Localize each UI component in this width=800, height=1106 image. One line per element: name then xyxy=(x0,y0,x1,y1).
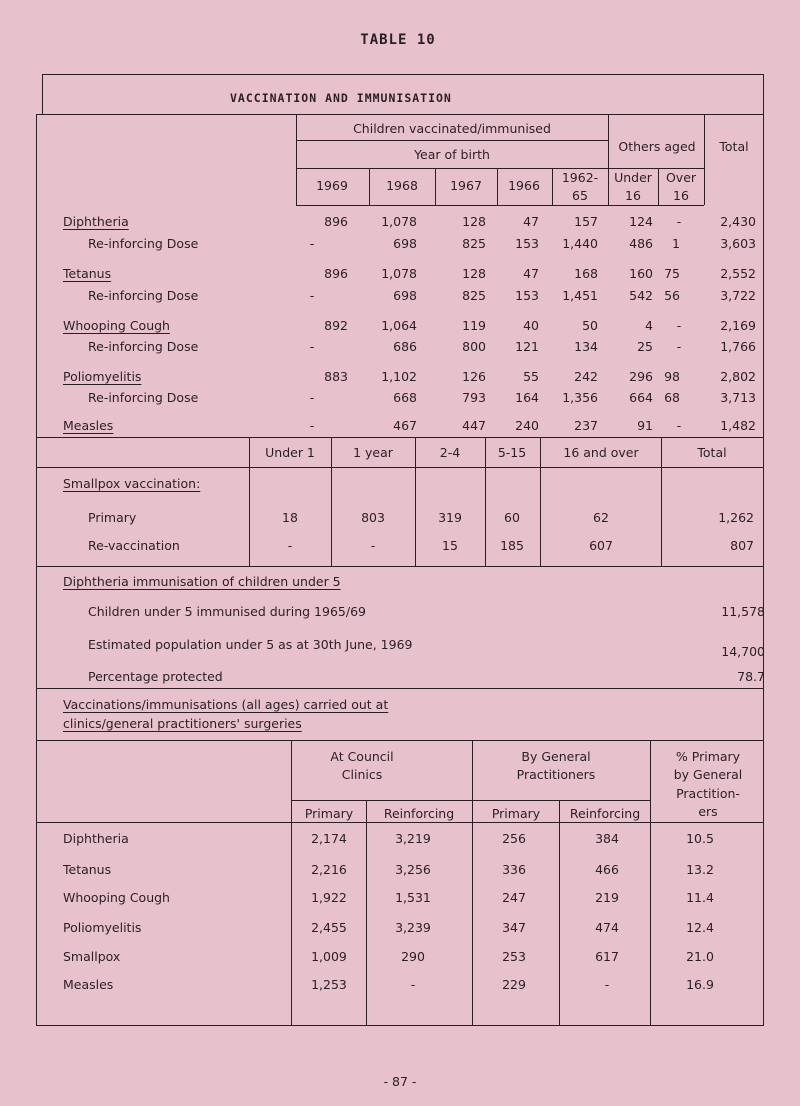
cell-value: 119 xyxy=(462,318,486,333)
cell-value: 698 xyxy=(393,288,417,303)
row-label: Measles xyxy=(63,418,114,433)
grid-line xyxy=(249,437,250,566)
pct-header-line4: ers xyxy=(698,804,718,819)
cell-value: 825 xyxy=(462,288,486,303)
cell-value: 1,922 xyxy=(311,890,347,905)
smallpox-header-5-15: 5-15 xyxy=(497,445,527,460)
grid-line xyxy=(552,168,553,205)
cell-value: 3,603 xyxy=(720,236,756,251)
cell-value: - xyxy=(676,418,682,433)
grid-line xyxy=(369,168,370,205)
row-label: Tetanus xyxy=(63,266,112,281)
cell-value: 164 xyxy=(515,390,539,405)
page-title: TABLE 10 xyxy=(360,32,436,48)
cell-value: 168 xyxy=(574,266,598,281)
row-label: Re-inforcing Dose xyxy=(88,236,199,251)
others-aged-header: Others aged xyxy=(618,139,696,154)
cell-value: 128 xyxy=(462,214,486,229)
cell-value: - xyxy=(309,339,315,354)
cell-value: 126 xyxy=(462,369,486,384)
col-header-1968: 1968 xyxy=(386,178,418,193)
cell-value: 157 xyxy=(574,214,598,229)
grid-line xyxy=(559,800,560,1026)
grid-line xyxy=(36,566,764,567)
row-label: Re-inforcing Dose xyxy=(88,390,199,405)
diphtheria-under5-title: Diphtheria immunisation of children under 5 xyxy=(63,574,341,589)
grid-line xyxy=(296,205,704,206)
cell-value: 319 xyxy=(438,510,462,525)
cell-value: 617 xyxy=(595,949,619,964)
grid-line xyxy=(296,168,608,169)
pct-header-line3: Practition- xyxy=(676,786,740,801)
cell-value: 4 xyxy=(645,318,653,333)
pct-header-line2: by General xyxy=(673,767,743,782)
cell-value: 47 xyxy=(523,214,539,229)
row-label: Children under 5 immunised during 1965/69 xyxy=(88,604,366,619)
grid-line xyxy=(497,168,498,205)
cell-value: 2,174 xyxy=(311,831,347,846)
grid-line xyxy=(36,740,764,741)
row-label: Re-vaccination xyxy=(88,538,180,553)
row-label: Tetanus xyxy=(63,862,112,877)
cell-value: 1,356 xyxy=(562,390,598,405)
cell-value: 883 xyxy=(324,369,348,384)
cell-value: 1,440 xyxy=(562,236,598,251)
cell-value: - xyxy=(676,318,682,333)
grid-line xyxy=(331,437,332,566)
cell-value: 296 xyxy=(629,369,653,384)
cell-value: 474 xyxy=(595,920,619,935)
gp-primary-header: Primary xyxy=(491,806,541,821)
cell-value: - xyxy=(370,538,376,553)
grid-line xyxy=(608,114,609,205)
grid-line xyxy=(540,437,541,566)
cell-value: 16.9 xyxy=(686,977,714,992)
col-header-1967: 1967 xyxy=(450,178,482,193)
cell-value: 91 xyxy=(637,418,653,433)
row-label: Percentage protected xyxy=(88,669,223,684)
cell-value: 134 xyxy=(574,339,598,354)
cell-value: 13.2 xyxy=(686,862,714,877)
cell-value: 896 xyxy=(324,266,348,281)
grid-line xyxy=(704,114,705,205)
cell-value: 256 xyxy=(502,831,526,846)
grid-line xyxy=(36,822,764,823)
cell-value: - xyxy=(287,538,293,553)
cell-value: 698 xyxy=(393,236,417,251)
council-header-line1: At Council xyxy=(330,749,394,764)
cell-value: 384 xyxy=(595,831,619,846)
grid-line xyxy=(296,114,297,205)
cell-value: 160 xyxy=(629,266,653,281)
cell-value: - xyxy=(309,288,315,303)
grid-line xyxy=(608,168,704,169)
cell-value: 18 xyxy=(282,510,298,525)
smallpox-header-total: Total xyxy=(697,445,727,460)
cell-value: 3,713 xyxy=(720,390,756,405)
cell-value: 25 xyxy=(637,339,653,354)
cell-value: 185 xyxy=(500,538,524,553)
cell-value: 11.4 xyxy=(686,890,714,905)
cell-value: 3,722 xyxy=(720,288,756,303)
smallpox-header-2-4: 2-4 xyxy=(439,445,461,460)
cell-value: - xyxy=(309,236,315,251)
cell-value: 447 xyxy=(462,418,486,433)
cell-value: 62 xyxy=(593,510,609,525)
gp-header-line1: By General xyxy=(521,749,591,764)
cell-value: 486 xyxy=(629,236,653,251)
cell-value: 1,078 xyxy=(381,214,417,229)
cell-value: 12.4 xyxy=(686,920,714,935)
cell-value: 336 xyxy=(502,862,526,877)
cell-value: 1,009 xyxy=(311,949,347,964)
cell-value: 1 xyxy=(672,236,680,251)
cell-value: 124 xyxy=(629,214,653,229)
cell-value: 2,216 xyxy=(311,862,347,877)
row-label: Estimated population under 5 as at 30th June, 1969 xyxy=(88,637,413,652)
cell-value: 78.7 xyxy=(737,669,765,684)
grid-line xyxy=(658,168,659,205)
cell-value: - xyxy=(309,418,315,433)
gp-reinforcing-header: Reinforcing xyxy=(569,806,641,821)
cell-value: 47 xyxy=(523,266,539,281)
row-label: Diphtheria xyxy=(63,831,129,846)
cell-value: 1,766 xyxy=(720,339,756,354)
cell-value: 153 xyxy=(515,288,539,303)
cell-value: 892 xyxy=(324,318,348,333)
cell-value: 219 xyxy=(595,890,619,905)
row-label: Re-inforcing Dose xyxy=(88,339,199,354)
cell-value: 290 xyxy=(401,949,425,964)
cell-value: 50 xyxy=(582,318,598,333)
cell-value: 800 xyxy=(462,339,486,354)
cell-value: 668 xyxy=(393,390,417,405)
cell-value: 2,552 xyxy=(720,266,756,281)
col-header-65: 65 xyxy=(572,188,588,203)
grid-line xyxy=(291,800,650,801)
cell-value: 153 xyxy=(515,236,539,251)
col-header-over-16: 16 xyxy=(673,188,689,203)
vaccinated-group-header: Children vaccinated/immunised xyxy=(353,121,551,136)
grid-line xyxy=(36,688,764,689)
col-header-under: Under xyxy=(614,170,652,185)
cell-value: 686 xyxy=(393,339,417,354)
section-title: VACCINATION AND IMMUNISATION xyxy=(230,91,452,105)
total-header: Total xyxy=(719,139,749,154)
council-header-line2: Clinics xyxy=(341,767,383,782)
grid-line xyxy=(650,740,651,1026)
cell-value: 1,078 xyxy=(381,266,417,281)
grid-line xyxy=(366,800,367,1026)
cell-value: 128 xyxy=(462,266,486,281)
cell-value: 3,256 xyxy=(395,862,431,877)
cell-value: 2,169 xyxy=(720,318,756,333)
cell-value: 1,262 xyxy=(718,510,754,525)
cell-value: 1,102 xyxy=(381,369,417,384)
col-header-1962: 1962- xyxy=(561,170,599,185)
cell-value: 542 xyxy=(629,288,653,303)
grid-line xyxy=(472,740,473,1026)
cell-value: 1,482 xyxy=(720,418,756,433)
cell-value: 664 xyxy=(629,390,653,405)
cell-value: 2,455 xyxy=(311,920,347,935)
cell-value: - xyxy=(309,390,315,405)
cell-value: - xyxy=(676,339,682,354)
col-header-1969: 1969 xyxy=(316,178,348,193)
cell-value: 467 xyxy=(393,418,417,433)
cell-value: 3,239 xyxy=(395,920,431,935)
cell-value: 98 xyxy=(664,369,680,384)
grid-line xyxy=(661,437,662,566)
row-label: Poliomyelitis xyxy=(63,369,142,384)
cell-value: 803 xyxy=(361,510,385,525)
cell-value: 40 xyxy=(523,318,539,333)
smallpox-header-16-over: 16 and over xyxy=(563,445,639,460)
grid-line xyxy=(36,437,764,438)
col-header-1966: 1966 xyxy=(508,178,540,193)
row-label: Primary xyxy=(88,510,137,525)
cell-value: 14,700 xyxy=(721,644,765,659)
council-reinforcing-header: Reinforcing xyxy=(383,806,455,821)
row-label: Smallpox xyxy=(63,949,121,964)
cell-value: 55 xyxy=(523,369,539,384)
cell-value: 121 xyxy=(515,339,539,354)
cell-value: 253 xyxy=(502,949,526,964)
cell-value: 1,253 xyxy=(311,977,347,992)
col-header-under-16: 16 xyxy=(625,188,641,203)
cell-value: 825 xyxy=(462,236,486,251)
cell-value: 1,064 xyxy=(381,318,417,333)
cell-value: 75 xyxy=(664,266,680,281)
cell-value: 807 xyxy=(730,538,754,553)
cell-value: 3,219 xyxy=(395,831,431,846)
row-label: Measles xyxy=(63,977,114,992)
year-of-birth-header: Year of birth xyxy=(414,147,490,162)
grid-line xyxy=(296,140,608,141)
cell-value: 242 xyxy=(574,369,598,384)
cell-value: - xyxy=(604,977,610,992)
smallpox-title: Smallpox vaccination: xyxy=(63,476,201,491)
cell-value: 1,531 xyxy=(395,890,431,905)
cell-value: 60 xyxy=(504,510,520,525)
cell-value: 240 xyxy=(515,418,539,433)
row-label: Whooping Cough xyxy=(63,890,170,905)
cell-value: 347 xyxy=(502,920,526,935)
cell-value: 21.0 xyxy=(686,949,714,964)
cell-value: 15 xyxy=(442,538,458,553)
grid-line xyxy=(415,437,416,566)
row-label: Poliomyelitis xyxy=(63,920,142,935)
cell-value: 2,802 xyxy=(720,369,756,384)
pct-header-line1: % Primary xyxy=(675,749,741,764)
cell-value: 466 xyxy=(595,862,619,877)
grid-line xyxy=(485,437,486,566)
cell-value: - xyxy=(410,977,416,992)
cell-value: 607 xyxy=(589,538,613,553)
grid-line xyxy=(435,168,436,205)
cell-value: 1,451 xyxy=(562,288,598,303)
row-label: Whooping Cough xyxy=(63,318,170,333)
smallpox-header-under-1: Under 1 xyxy=(265,445,315,460)
cell-value: 237 xyxy=(574,418,598,433)
cell-value: 10.5 xyxy=(686,831,714,846)
grid-line xyxy=(36,467,764,468)
cell-value: 896 xyxy=(324,214,348,229)
col-header-over: Over xyxy=(665,170,697,185)
page-number: - 87 - xyxy=(383,1074,417,1089)
clinics-title-line1: Vaccinations/immunisations (all ages) carried out at xyxy=(63,697,389,712)
cell-value: 11,578 xyxy=(721,604,765,619)
row-label: Diphtheria xyxy=(63,214,129,229)
gp-header-line2: Practitioners xyxy=(516,767,596,782)
cell-value: 2,430 xyxy=(720,214,756,229)
cell-value: 56 xyxy=(664,288,680,303)
council-primary-header: Primary xyxy=(304,806,354,821)
cell-value: 68 xyxy=(664,390,680,405)
cell-value: 793 xyxy=(462,390,486,405)
smallpox-header-1-year: 1 year xyxy=(353,445,393,460)
cell-value: - xyxy=(676,214,682,229)
clinics-title-line2: clinics/general practitioners' surgeries xyxy=(63,716,302,731)
row-label: Re-inforcing Dose xyxy=(88,288,199,303)
cell-value: 247 xyxy=(502,890,526,905)
cell-value: 229 xyxy=(502,977,526,992)
grid-line xyxy=(291,740,292,1026)
